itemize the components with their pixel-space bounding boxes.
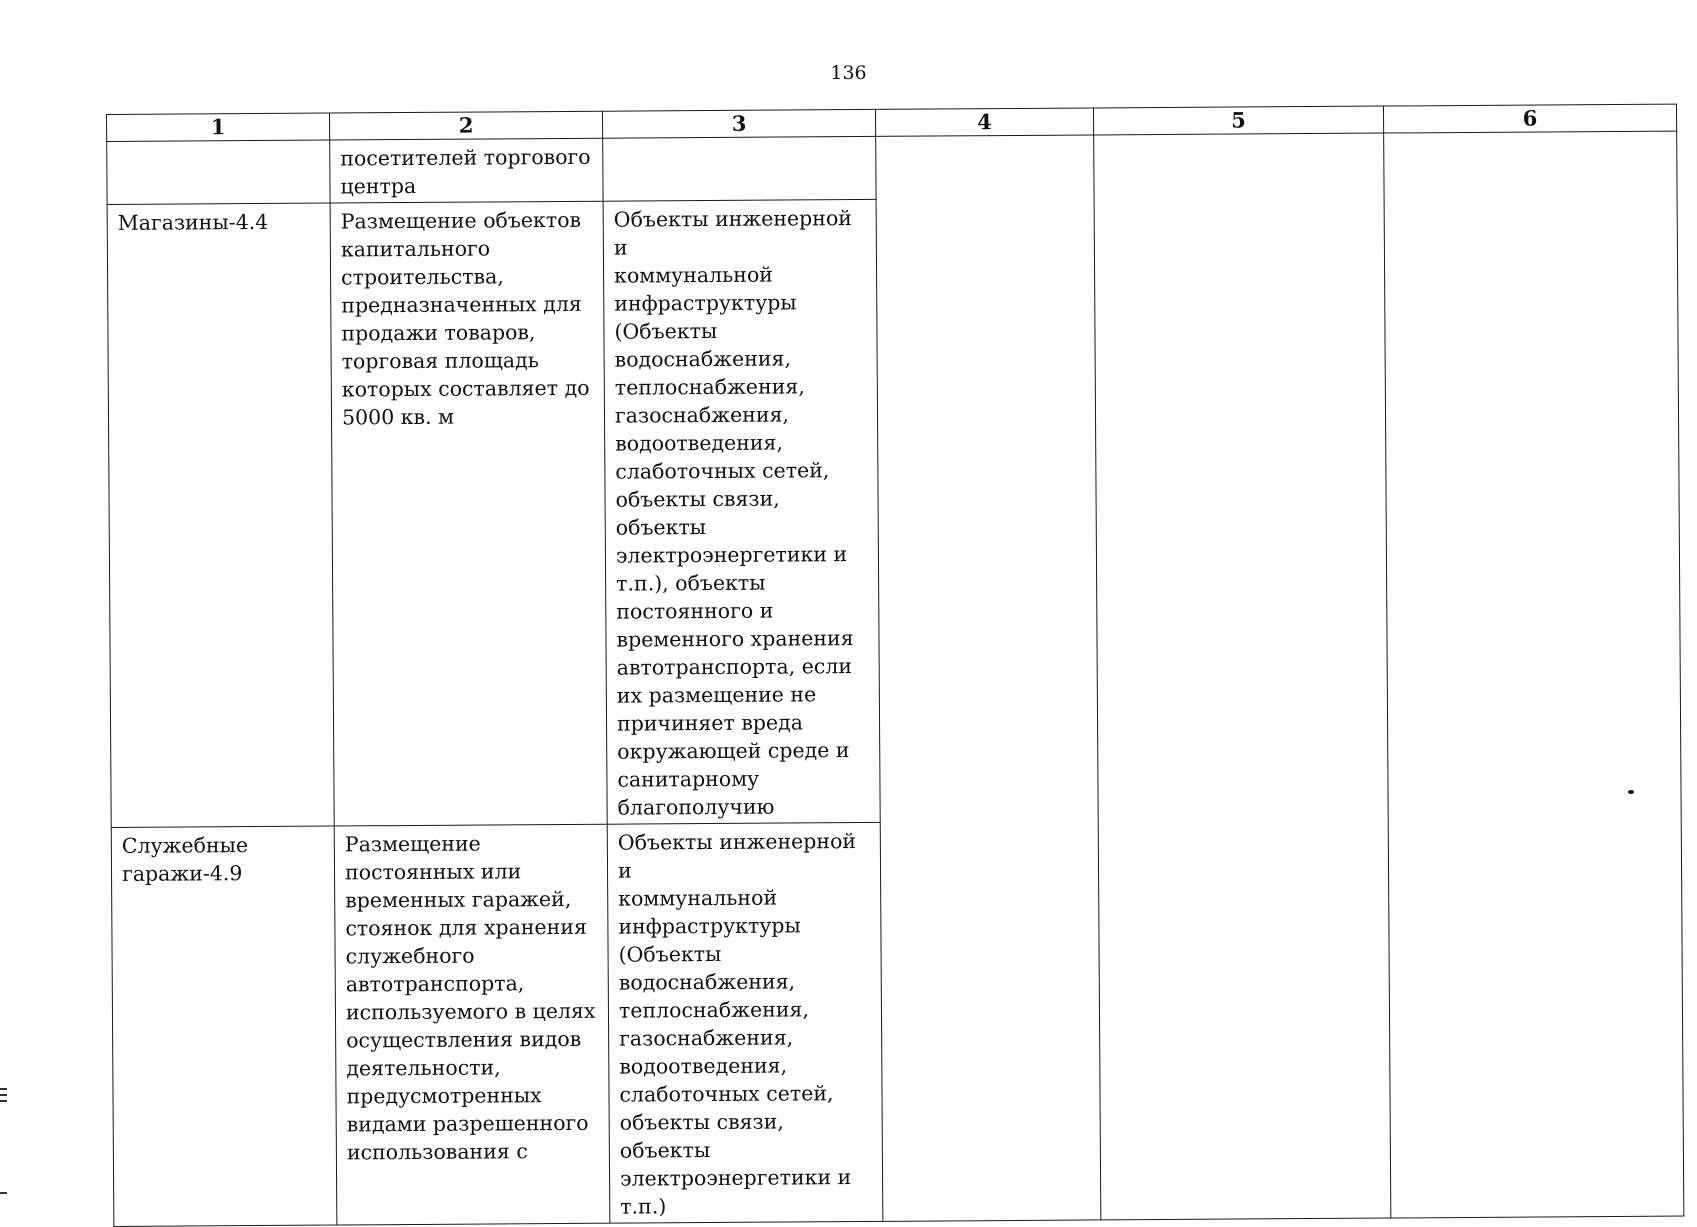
land-use-type-text [117, 145, 319, 146]
scan-speck [1628, 790, 1634, 794]
auxiliary-objects-cell [603, 136, 876, 201]
column-header-4: 4 [875, 108, 1093, 136]
land-use-type-text: Служебные гаражи-4.9 [121, 833, 249, 886]
land-use-type-cell [111, 826, 337, 1226]
column-4-cell [876, 135, 1101, 1221]
auxiliary-objects-text [613, 141, 865, 143]
regulation-table [106, 104, 1684, 1227]
auxiliary-objects-cell [603, 199, 880, 824]
column-4-text [886, 140, 1083, 141]
scan-edge-mark [0, 1094, 7, 1096]
scan-edge-mark [0, 1088, 7, 1090]
scan-edge-mark [0, 1100, 7, 1102]
use-description-cell [330, 138, 603, 203]
land-use-type-cell [107, 203, 334, 827]
table-row [107, 131, 1677, 204]
page-number: 136 [830, 62, 867, 84]
use-description-text: Размещение постоянных или временных гаражей, стоянок для хранения служебного автотранспорта, используемого в целях осуществления видов деятельности, предусмотренных видами разрешенного использования с [344, 831, 596, 1165]
column-header-5: 5 [1093, 106, 1383, 135]
auxiliary-objects-text: Объекты инженерной и коммунальной инфраструктуры (Объекты водоснабжения, теплоснабжения, газоснабжения, водоотведения, слаботочных сетей, объекты связи, объекты электроэнергетики и т.п.) [617, 829, 857, 1219]
column-5-cell [1094, 133, 1391, 1220]
use-description-text: посетителей торгового центра [340, 144, 591, 199]
scan-edge-mark [0, 1192, 7, 1194]
use-description-text: Размещение объектов капитального строительства, предназначенных для продажи товаров, торговая площадь которых составляет до 5000 кв. м [340, 207, 590, 430]
column-header-2: 2 [329, 111, 602, 140]
auxiliary-objects-cell [607, 822, 883, 1223]
use-description-cell [334, 824, 610, 1225]
column-6-cell [1384, 131, 1684, 1218]
auxiliary-objects-text: Объекты инженерной и коммунальной инфраструктуры (Объекты водоснабжения, теплоснабжения, газоснабжения, водоотведения, слаботочных сетей, объекты связи, объекты электроэнергетики и т.п.), объекты постоянного и временного хранения автотранспорта, если их размещение не причиняет вреда окружающей среде и санитарному благополучию [613, 206, 854, 820]
column-header-3: 3 [602, 109, 875, 138]
column-6-text [1394, 136, 1666, 138]
land-use-type-text: Магазины-4.4 [117, 209, 269, 235]
column-5-text [1104, 138, 1373, 140]
land-use-type-cell [107, 140, 330, 204]
use-description-cell [330, 201, 607, 826]
column-header-6: 6 [1383, 104, 1676, 133]
column-header-1: 1 [107, 113, 330, 141]
